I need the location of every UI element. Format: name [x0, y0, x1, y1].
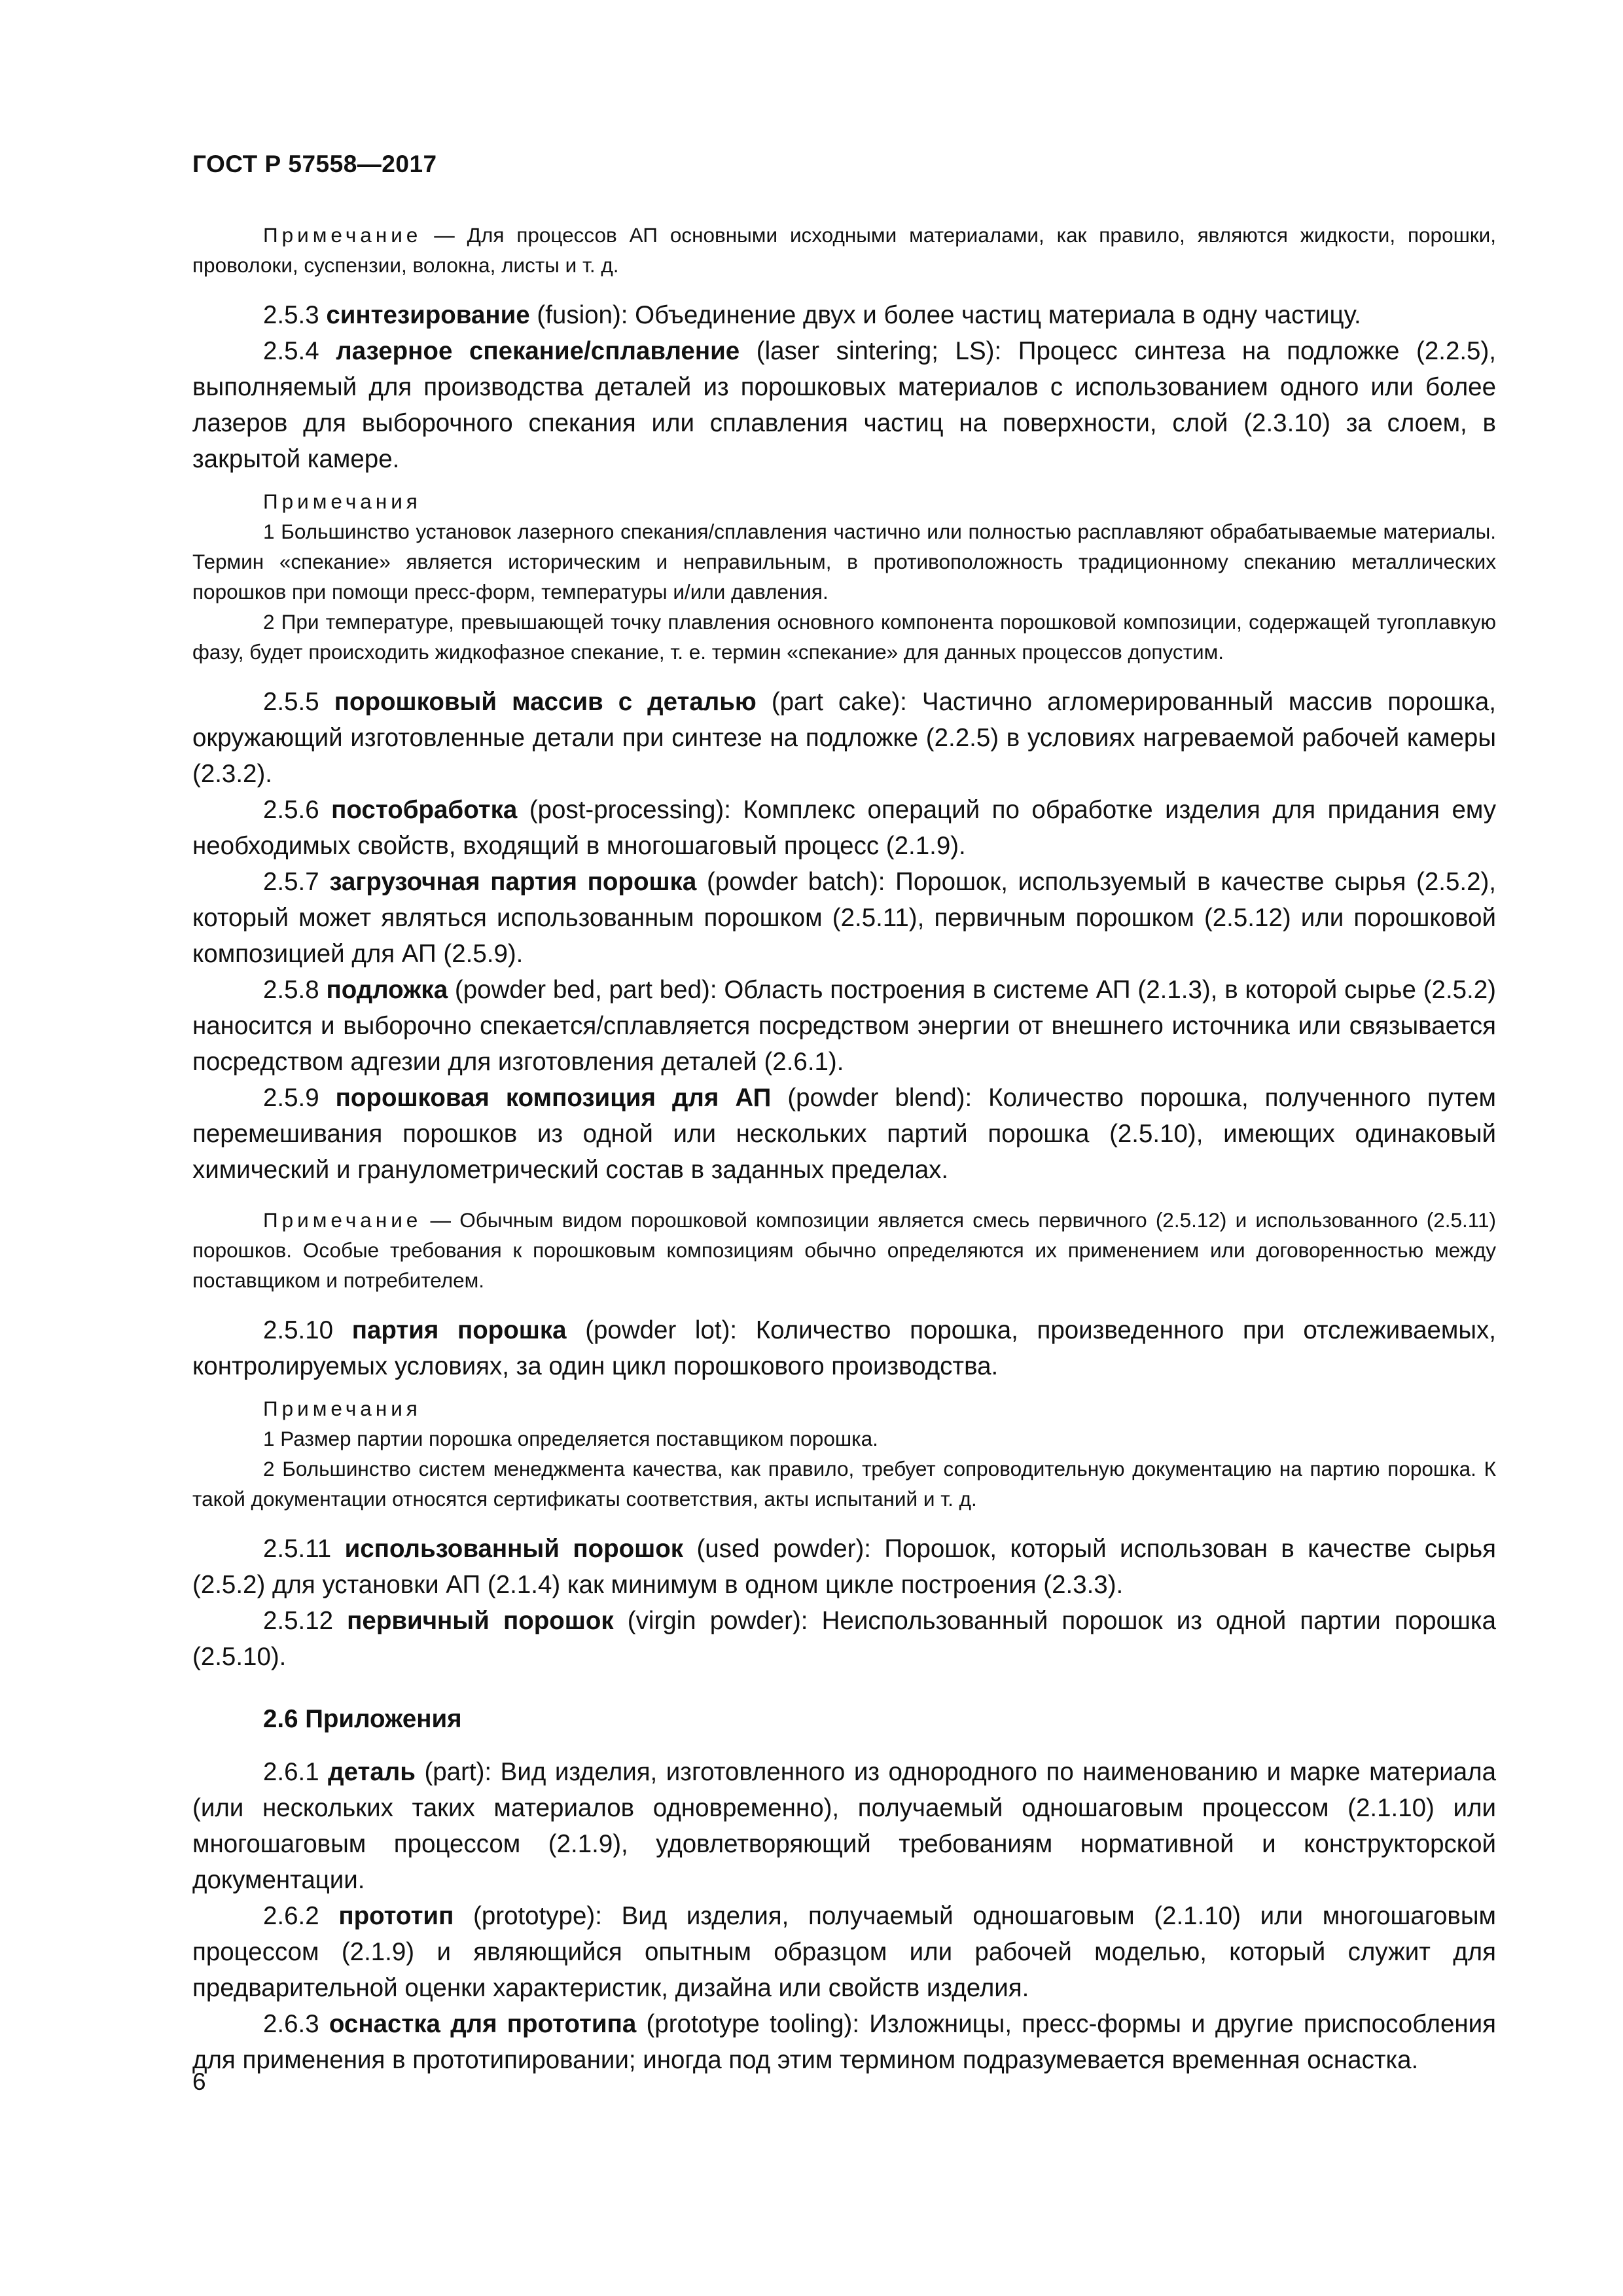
- term-2-5-3: [192, 297, 1496, 333]
- term-2-5-8: [192, 972, 1496, 1080]
- term-title: лазерное спекание/сплавление: [336, 337, 740, 365]
- term-title: партия порошка: [351, 1316, 567, 1344]
- notes-label: Примечания: [263, 1397, 421, 1420]
- section-heading-2-6: 2.6 Приложения: [263, 1705, 462, 1733]
- term-number: 2.6.3: [263, 2010, 319, 2038]
- term-number: 2.5.11: [263, 1535, 332, 1563]
- term-number: 2.5.3: [263, 301, 319, 329]
- term-definition: (powder bed, part bed): Область построения в системе АП (2.1.3), в которой сырье (2.5.2) наносится и выборочно спекается/сплавляется посредством энергии от внешнего источника или связывается посредством адгезии для изготовления деталей (2.6.1).: [192, 976, 1496, 1076]
- term-title: оснастка для прототипа: [329, 2010, 637, 2038]
- term-definition: (part): Вид изделия, изготовленного из однородного по наименованию и марке материала (или нескольких таких материалов одновременно), получаемый одношаговым процессом (2.1.10) или многошаговым процессом (2.1.9), удовлетворяющий требованиям нормативной и конструкторской документации.: [192, 1758, 1496, 1894]
- term-2-6-3: [192, 2006, 1496, 2078]
- term-title: порошковый массив с деталью: [334, 688, 757, 716]
- term-2-5-12: [192, 1603, 1496, 1675]
- term-2-5-5: [192, 684, 1496, 792]
- notes-label: Примечания: [263, 490, 421, 513]
- note-item: 2 Большинство систем менеджмента качества, как правило, требует сопроводительную документацию на партию порошка. К такой документации относятся сертификаты соответствия, акты испытаний и т. д.: [192, 1457, 1496, 1511]
- term-2-6-2: [192, 1898, 1496, 2006]
- term-number: 2.5.5: [263, 688, 319, 716]
- note-item: 2 При температуре, превышающей точку плавления основного компонента порошковой композиции, содержащей тугоплавкую фазу, будет происходить жидкофазное спекание, т. е. термин «спекание» для данных процессов допустим.: [192, 610, 1496, 664]
- term-number: 2.5.6: [263, 796, 319, 824]
- term-number: 2.5.12: [263, 1607, 334, 1635]
- term-definition: (fusion): Объединение двух и более частиц материала в одну частицу.: [529, 301, 1361, 329]
- term-title: деталь: [328, 1758, 416, 1786]
- term-definition: (part cake): Частично агломерированный массив порошка, окружающий изготовленные детали при синтезе на подложке (2.2.5) в условиях нагреваемой рабочей камеры (2.3.2).: [192, 688, 1496, 788]
- term-definition: (powder blend): Количество порошка, полученного путем перемешивания порошков из одной или нескольких партий порошка (2.5.10), имеющих одинаковый химический и гранулометрический состав в заданных пределах.: [192, 1084, 1496, 1184]
- term-title: использованный порошок: [344, 1535, 684, 1563]
- term-2-5-9: [192, 1080, 1496, 1188]
- note-text: — Обычным видом порошковой композиции является смесь первичного (2.5.12) и использованного (2.5.11) порошков. Особые требования к порошковым композициям обычно определяются их применением или договоренностью между поставщиком и потребителем.: [192, 1208, 1496, 1292]
- term-number: 2.5.4: [263, 337, 319, 365]
- term-title: порошковая композиция для АП: [335, 1084, 772, 1112]
- term-definition: (used powder): Порошок, который использован в качестве сырья (2.5.2) для установки АП (2.1.4) как минимум в одном цикле построения (2.3.3).: [192, 1535, 1496, 1599]
- note-input-materials: [192, 220, 1496, 280]
- term-number: 2.6.1: [263, 1758, 319, 1786]
- term-definition: (post-processing): Комплекс операций по обработке изделия для придания ему необходимых свойств, входящий в многошаговый процесс (2.1.9).: [192, 796, 1497, 860]
- term-2-5-10: [192, 1312, 1496, 1384]
- term-2-5-6: [192, 792, 1496, 864]
- term-number: 2.5.9: [263, 1084, 319, 1112]
- term-number: 2.5.8: [263, 976, 319, 1004]
- note-label: Примечание: [263, 223, 422, 247]
- term-definition: (powder batch): Порошок, используемый в качестве сырья (2.5.2), который может являться использованным порошком (2.5.11), первичным порошком (2.5.12) или порошковой композицией для АП (2.5.9).: [192, 868, 1496, 968]
- term-2-5-7: [192, 864, 1496, 972]
- notes-heading: [192, 1393, 1496, 1424]
- notes-heading: [192, 486, 1496, 516]
- term-definition: (prototype tooling): Изложницы, пресс-формы и другие приспособления для применения в прототипировании; иногда под этим термином подразумевается временная оснастка.: [192, 2010, 1497, 2074]
- standard-code-header: ГОСТ Р 57558—2017: [192, 151, 437, 177]
- page-number: 6: [192, 2068, 206, 2095]
- term-2-5-11: [192, 1531, 1496, 1603]
- note-text: — Для процессов АП основными исходными материалами, как правило, являются жидкости, порошки, проволоки, суспензии, волокна, листы и т. д.: [192, 223, 1496, 277]
- term-title: подложка: [326, 976, 448, 1004]
- term-title: синтезирование: [326, 301, 530, 329]
- term-definition: (powder lot): Количество порошка, произведенного при отслеживаемых, контролируемых условиях, за один цикл порошкового производства.: [192, 1316, 1497, 1380]
- term-definition: (virgin powder): Неиспользованный порошок из одной партии порошка (2.5.10).: [192, 1607, 1496, 1671]
- note-powder-blend: [192, 1205, 1496, 1295]
- note-label: Примечание: [263, 1208, 422, 1232]
- term-number: 2.5.10: [263, 1316, 334, 1344]
- term-title: прототип: [338, 1902, 454, 1930]
- term-number: 2.5.7: [263, 868, 319, 896]
- page-content: [192, 220, 1496, 2078]
- term-2-5-4: [192, 333, 1496, 477]
- term-number: 2.6.2: [263, 1902, 319, 1930]
- term-title: первичный порошок: [347, 1607, 614, 1635]
- note-item: 1 Большинство установок лазерного спекания/сплавления частично или полностью расплавляют обрабатываемые материалы. Термин «спекание» является историческим и неправильным, в противоположность традиционному спеканию металлических порошков при помощи пресс-форм, температуры и/или давления.: [192, 520, 1496, 603]
- term-2-6-1: [192, 1754, 1496, 1898]
- term-definition: (laser sintering; LS): Процесс синтеза на подложке (2.2.5), выполняемый для производства деталей из порошковых материалов с использованием одного или более лазеров для выборочного спекания или сплавления частиц на поверхности, слой (2.3.10) за слоем, в закрытой камере.: [192, 337, 1496, 473]
- term-title: загрузочная партия порошка: [329, 868, 697, 896]
- term-definition: (prototype): Вид изделия, получаемый одношаговым (2.1.10) или многошаговым процессом (2.1.9) и являющийся опытным образцом или рабочей моделью, который служит для предварительной оценки характеристик, дизайна или свойств изделия.: [192, 1902, 1496, 2002]
- note-item: 1 Размер партии порошка определяется поставщиком порошка.: [263, 1427, 878, 1450]
- term-title: постобработка: [331, 796, 518, 824]
